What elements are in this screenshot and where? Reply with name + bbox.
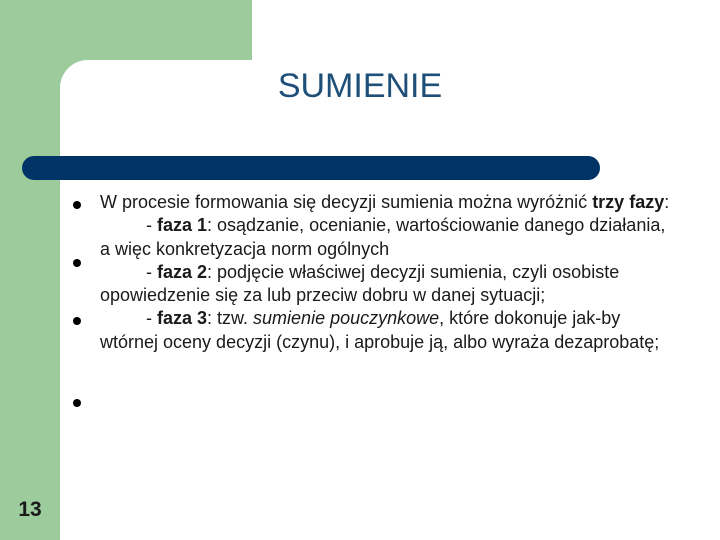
bullet-prefix: - bbox=[146, 261, 157, 282]
bullet-text: W procesie formowania się decyzji sumienia można wyróżnić bbox=[100, 192, 593, 212]
slide-title: SUMIENIE bbox=[277, 67, 443, 105]
phase-label: faza 1 bbox=[157, 215, 208, 236]
bullet-icon bbox=[73, 201, 81, 209]
bullet-item-phase-2 bbox=[100, 261, 675, 308]
bullet-prefix: - bbox=[146, 215, 157, 236]
bullet-text: : tzw. bbox=[207, 308, 254, 329]
bullet-icon bbox=[73, 317, 81, 325]
slide-number: 13 bbox=[18, 498, 42, 521]
phase-label: faza 2 bbox=[157, 261, 208, 282]
bullet-prefix: - bbox=[146, 308, 157, 329]
bullet-item-phase-3 bbox=[100, 307, 675, 354]
bullet-text: : bbox=[664, 192, 670, 212]
bullet-icon bbox=[73, 259, 81, 267]
bullet-text: : podjęcie właściwej decyzji sumienia, czyli osobiste opowiedzenie się za lub przeciw dobru w danej sytuacji; bbox=[100, 261, 620, 306]
bullet-icon bbox=[73, 399, 81, 407]
phase-label: faza 3 bbox=[157, 308, 208, 329]
bullet-text: , które dokonuje jak-by wtórnej oceny decyzji (czynu), i aprobuje ją, albo wyraża dezaprobatę; bbox=[100, 308, 660, 352]
bullet-item-phase-1 bbox=[100, 214, 675, 261]
bullet-text: : osądzanie, ocenianie, wartościowanie danego działania, a więc konkretyzacja norm ogólnych bbox=[100, 215, 666, 259]
bullet-item-intro bbox=[100, 191, 675, 214]
title-divider-bar bbox=[22, 156, 600, 180]
bullet-list bbox=[100, 191, 675, 354]
bullet-italic-term: sumienie pouczynkowe bbox=[253, 308, 440, 329]
bullet-emphasis: trzy fazy bbox=[592, 192, 665, 212]
decorative-green-sidebar bbox=[0, 0, 60, 540]
